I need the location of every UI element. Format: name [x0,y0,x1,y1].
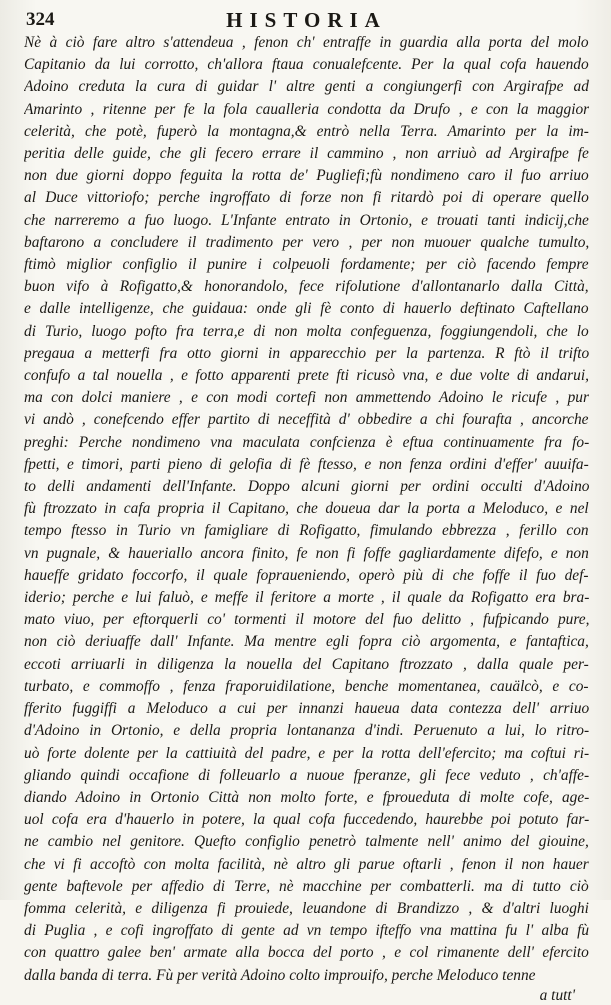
text-line: Adoino creduta la cura di guidar l' altre genti a congiungerfi con Argirafpe ad [24,78,589,96]
text-line: pregaua a metterfi fra otto giorni in apparecchio per la partenza. R ftò il trifto [24,344,589,362]
text-line: diando Adoino in Ortonio Città non molto forte, e fproueduta di molte cofe, age- [24,788,589,806]
text-line: fferito fuggiffi a Meloduco a cui per innanzi haueua data contezza dell' arriuo [24,700,589,718]
text-line: baftarono a concludere il tradimento per vero , per non muouer qualche tumulto, [24,233,589,251]
text-line: eccoti arriuarli in diligenza la nouella del Capitano ftrozzato , dalla quale per- [24,655,589,673]
text-line: Nè à ciò fare altro s'attendeua , fenon ch' entraffe in guardia alla porta del molo [24,34,589,51]
text-line: haueffe gridato foccorfo, il quale fopraueniendo, operò più di che foffe il fuo def- [24,566,589,584]
text-line: non due giorni doppo feguita la rotta de' Pugliefi;fù nondimeno caro il fuo arriuo [24,167,589,185]
text-line: peritia delle guide, che gli fecero errare il cammino , non arriuò ad Argirafpe fe [24,145,589,163]
text-line: Amarinto , ritenne per fe la fola caualleria condotta da Drufo , e con la maggior [24,100,589,118]
catchword: a tutt' [539,986,575,1004]
text-line: ne cambio nel genitore. Quefto configlio penetrò talmente nell' animo del giouine, [24,833,589,851]
text-line: iderio; perche e lui faluò, e meffe il feritore a morte , il quale da Rofigatto era bra- [24,589,589,607]
text-line: Capitanio da lui corrotto, ch'allora ftaua conualefcente. Per la qual cofa hauendo [24,56,589,74]
body-text [24,32,589,987]
text-line: ma con dolci maniere , e con modi cortefi non ammettendo Adoino le ricufe , pur [24,389,589,407]
text-line: e dalle intelligenze, che guidaua: onde gli fè conto di hauerlo deftinato Caftellano [24,300,589,318]
text-line: mato viuo, per eftorquerli co' tormenti il motore del fuo delitto , fufpicando pure, [24,611,589,629]
text-line: fomma celerità, e diligenza fi prouiede, leuandone di Brandizzo , & d'altri luoghi [24,899,589,917]
text-line: vn pugnale, & haueriallo ancora finito, fe non fi foffe gagliardamente difefo, e non [24,544,589,562]
text-line: vi andò , conefcendo effer partito di neceffità d' obbedire a chi fourafta , ancorche [24,411,589,429]
text-line: buon vifo à Rofigatto,& honorandolo, fece rifolutione d'allontanarlo dalla Città, [24,278,589,296]
text-line: al Duce vittoriofo; perche ingroffato di forze non fi ritardò poi di operare quello [24,189,589,207]
text-line: di Puglia , e cofi ingroffato di gente ad vn tempo ifteffo vna mattina fu l' alba fù [24,922,589,940]
text-line: fpetti, e timori, parti pieno di gelofia di fè ftesso, e non fenza ordini d'effer' auuifa- [24,455,589,473]
text-line: gente baftevole per affedio di Terre, nè macchine per combatterli. ma di tutto ciò [24,877,589,895]
text-line: non ciò deriuaffe dall' Infante. Ma mentre egli fopra ciò argomenta, e fantaftica, [24,633,589,651]
text-line: turbato, e commoffo , fenza fraporuidilatione, benche momentanea, cauälcò, e co- [24,677,589,695]
page-header [24,6,589,32]
text-line: che narreremo a fuo luogo. L'Infante entrato in Ortonio, e trouati tanti indicij,che [24,211,589,229]
text-line: fù ftrozzato in cafa propria il Capitano, che doueua dar la porta a Meloduco, e nel [24,500,589,518]
text-line: di Turio, luogo pofto fra terra,e di non molta confeguenza, foggiungendoli, che lo [24,322,589,340]
text-line: tempo ftesso in Turio vn famigliare di Rofigatto, fimulando ebbrezza , ferillo con [24,522,589,540]
page-number: 324 [26,9,55,30]
text-line: uol cofa era d'hauerlo in potere, la qual cofa fuccedendo, haurebbe poi potuto far- [24,811,589,829]
text-line: gliando quindi occafione di folleuarlo a nuoue fperanze, gli fece veduto , ch'affe- [24,766,589,784]
text-line: che vi fi accoftò con molta facilità, nè altro gli parue oftarli , fenon il non hauer [24,855,589,873]
text-line: d'Adoino in Ortonio, e della propria lontananza d'indi. Peruenuto a lui, lo ritro- [24,722,589,740]
text-line: uò forte dolente per la cattiuità del padre, e per la rotta dell'efercito; ma coftui ri- [24,744,589,762]
text-line: confufo a tal nouella , e fotto apparenti prete fti ricusò vna, e due volte di andarui, [24,367,589,385]
text-line: ftimò miglior configlio il punire i colpeuoli fordamente; per ciò facendo fempre [24,256,589,274]
text-line: preghi: Perche nondimeno vna maculata confcienza è eftua continuamente fra fo- [24,433,589,451]
running-title: HISTORIA [226,8,387,32]
text-line: con quattro galee ben' armate alla bocca del porto , e col rimanente dell' efercito [24,944,589,962]
text-line: to delli andamenti dell'Infante. Doppo alcuni giorni per ordini occulti d'Adoino [24,478,589,496]
text-line: dalla banda di terra. Fù per verità Adoino colto improuifo, perche Meloduco tenne [24,966,536,984]
text-line: celerità, che potè, fuperò la montagna,& entrò nella Terra. Amarinto per la im- [24,122,589,140]
